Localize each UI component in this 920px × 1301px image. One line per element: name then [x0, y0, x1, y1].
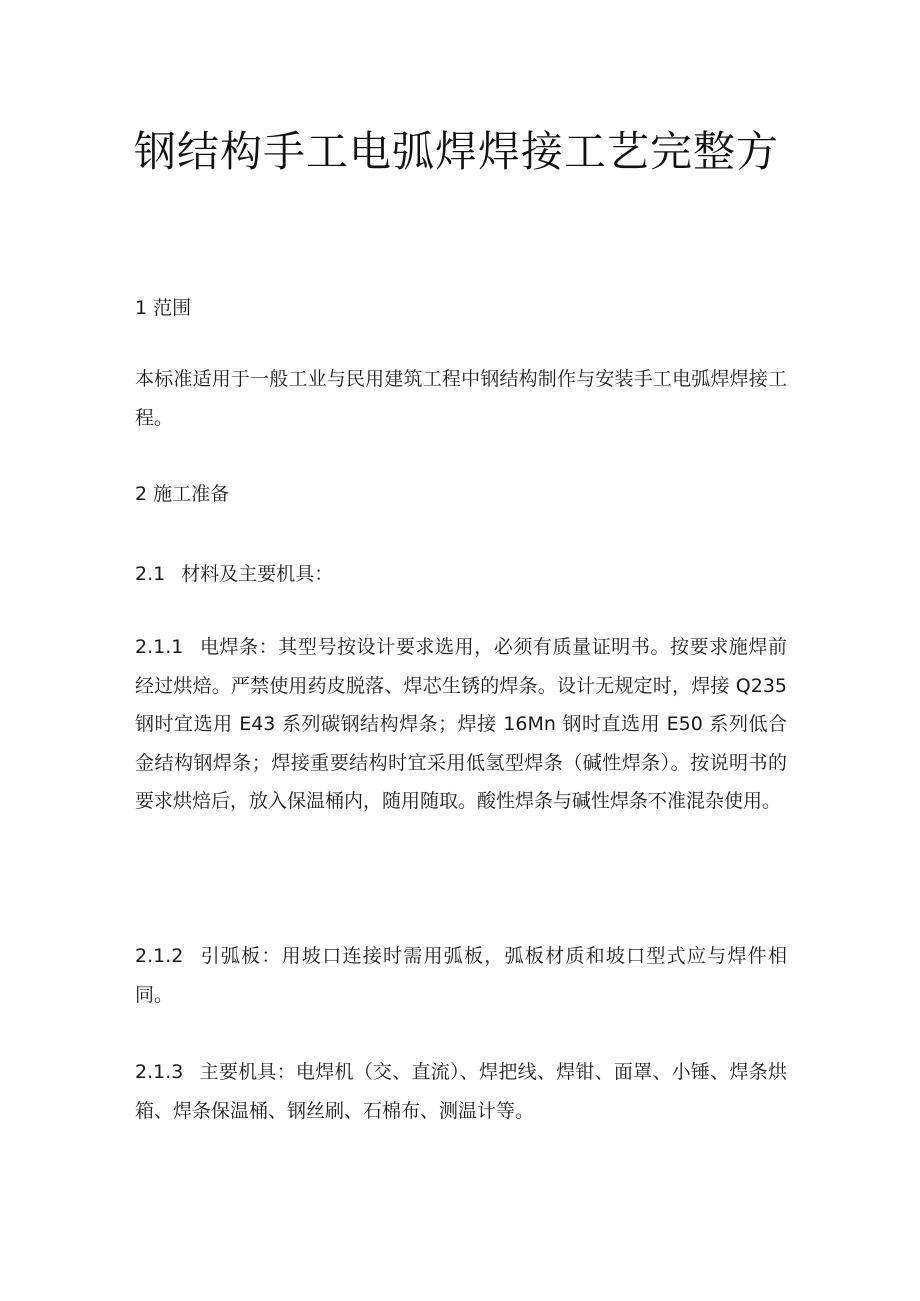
clause-main-tools [135, 1053, 787, 1130]
clause-arc-plate [135, 937, 787, 1014]
subsection-text: 材料及主要机具： [181, 563, 334, 585]
section-heading-preparation: 2 施工准备 [135, 483, 230, 505]
clause-text: 主要机具：电焊机（交、直流）、焊把线、焊钳、面罩、小锤、焊条烘箱、焊条保温桶、钢丝刷、石棉布、测温计等。 [135, 1061, 787, 1122]
section-heading-scope: 1 范围 [135, 297, 192, 319]
clause-electrodes [135, 628, 787, 821]
scope-paragraph: 本标准适用于一般工业与民用建筑工程中钢结构制作与安装手工电弧焊焊接工程。 [135, 368, 787, 429]
clause-text: 引弧板：用坡口连接时需用弧板，弧板材质和坡口型式应与焊件相同。 [135, 945, 787, 1006]
clause-text: 电焊条：其型号按设计要求选用，必须有质量证明书。按要求施焊前经过烘焙。严禁使用药皮脱落、焊芯生锈的焊条。设计无规定时，焊接 Q235 钢时宜选用 E43 系列碳钢结构焊条；焊接 16Mn 钢时直选用 E50 系列低合金结构钢焊条；焊接重要结构时宜采用低氢型焊条（碱性焊条）。按说明书的要求烘焙后，放入保温桶内，随用随取。酸性焊条与碱性焊条不准混杂使用。 [135, 636, 787, 812]
subsection-number: 2.1 [135, 563, 166, 585]
clause-number: 2.1.2 [135, 945, 184, 967]
clause-number: 2.1.1 [135, 636, 184, 658]
clause-number: 2.1.3 [135, 1061, 184, 1083]
subsection-heading-materials [135, 555, 333, 593]
document-title: 钢结构手工电弧焊焊接工艺完整方 [134, 127, 780, 176]
